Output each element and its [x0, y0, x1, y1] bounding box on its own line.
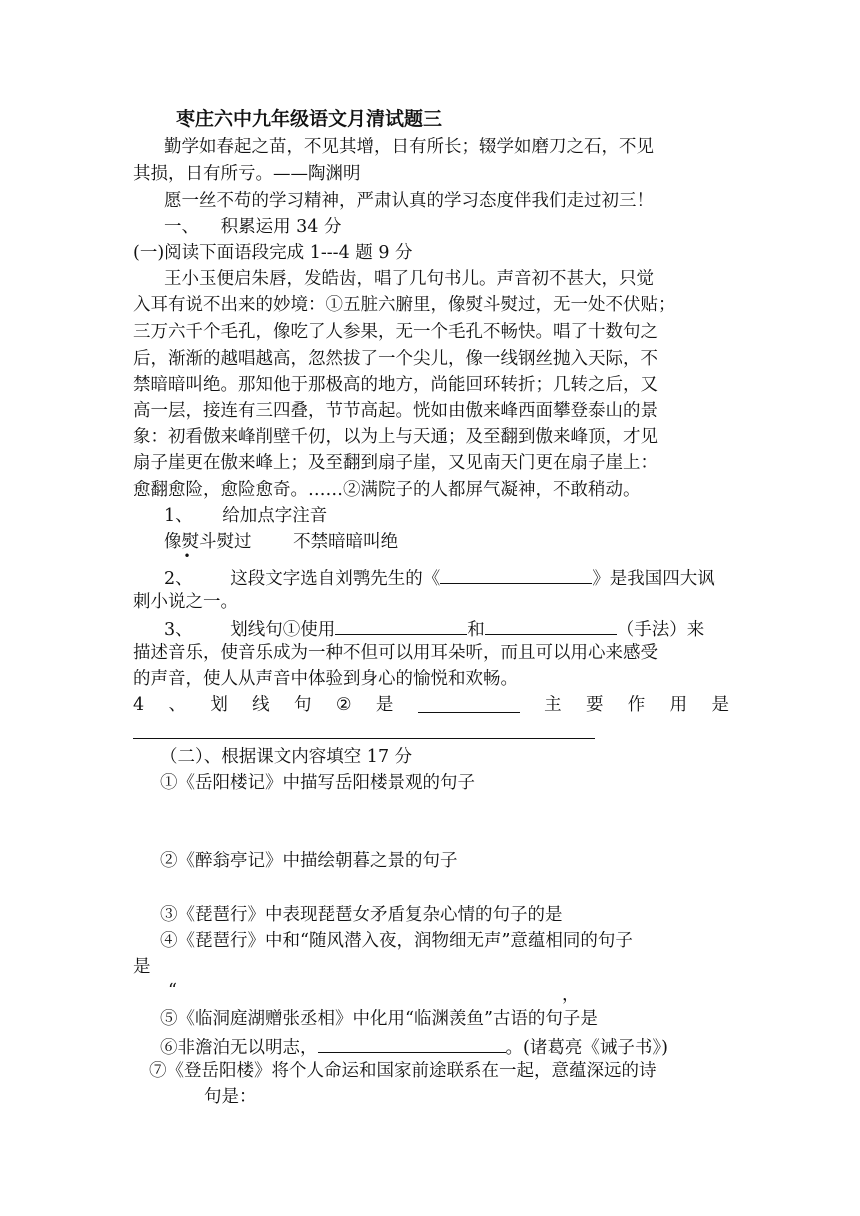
- fill-item-7-cont: 句是：: [204, 1087, 257, 1107]
- question-3-cont: 的声音，使人从声音中体验到身心的愉悦和欢畅。: [133, 669, 518, 689]
- passage-line: 愈翻愈险，愈险愈奇。……②满院子的人都屏气凝神，不敢稍动。: [133, 480, 641, 500]
- quote-line-1: 勤学如春起之苗，不见其增，日有所长；辍学如磨刀之石，不见: [164, 137, 654, 157]
- question-3-cont: 描述音乐，使音乐成为一种不但可以用耳朵听，而且可以用心来感受: [133, 643, 658, 663]
- answer-blank[interactable]: [440, 565, 592, 584]
- q4-char: 要: [585, 695, 604, 715]
- fill-item-2: ②《醉翁亭记》中描绘朝暮之景的句子: [160, 851, 458, 871]
- page-title: 枣庄六中九年级语文月清试题三: [176, 108, 443, 130]
- passage-line: 禁暗暗叫绝。那知他于那极高的地方，尚能回环转折；几转之后，又: [133, 375, 658, 395]
- passage-line: 王小玉便启朱唇，发皓齿，唱了几句书儿。声音初不甚大，只觉: [164, 269, 654, 289]
- motto: 愿一丝不苟的学习精神，严肃认真的学习态度伴我们走过初三！: [164, 191, 654, 211]
- word-2: 不禁暗暗叫绝: [293, 532, 399, 552]
- passage-line: 后，渐渐的越唱越高，忽然拔了一个尖儿，像一线钢丝抛入天际，不: [133, 349, 658, 369]
- question-text-tail: （手法）来: [616, 620, 705, 640]
- question-3: [164, 616, 704, 641]
- fill-item-6-source: 。(诸葛亮《诫子书》): [505, 1038, 668, 1058]
- fill-item-6: [160, 1034, 668, 1059]
- q4-char: 4: [133, 695, 145, 715]
- part-two-heading: （二）、根据课文内容填空 17 分: [160, 747, 413, 767]
- fill-item-5: ⑤《临洞庭湖赠张丞相》中化用“临渊羡鱼”古语的句子是: [160, 1009, 598, 1029]
- answer-blank[interactable]: [318, 1034, 506, 1053]
- dotted-char: 熨 •: [181, 532, 199, 563]
- comma-mark: ，: [562, 985, 580, 1005]
- question-number: 2、: [164, 569, 193, 589]
- question-text: 给加点字注音: [222, 506, 328, 526]
- fill-item-4-cont: 是: [133, 957, 151, 977]
- q4-char: 句: [294, 695, 312, 715]
- open-quote: “: [168, 981, 177, 1001]
- question-1-words: [164, 531, 399, 563]
- answer-blank[interactable]: [335, 616, 467, 635]
- passage-line: 高一层，接连有三四叠，节节高起。恍如由傲来峰西面攀登泰山的景: [133, 401, 658, 421]
- fill-item-3: ③《琵琶行》中表现琵琶女矛盾复杂心情的句子的是: [160, 905, 563, 925]
- q4-char: 、: [168, 695, 186, 715]
- passage-line: 扇子崖更在傲来峰上；及至翻到扇子崖，又见南天门更在扇子崖上：: [133, 453, 658, 473]
- question-number: 1、: [164, 506, 193, 526]
- question-text-tail: 》是我国四大讽: [592, 569, 715, 589]
- word-1: 像熨 • 斗熨过: [164, 532, 252, 563]
- passage-line: 象：初看傲来峰削壁千仞，以为上与天通；及至翻到傲来峰顶，才见: [133, 427, 658, 447]
- quote-line-2: 其损，日有所亏。——陶渊明: [133, 164, 361, 184]
- section-heading: [164, 216, 341, 238]
- passage-line: 三万六千个毛孔，像吃了人参果，无一个毛孔不畅快。唱了十数句之: [133, 322, 658, 342]
- emphasis-dot-icon: •: [183, 549, 191, 563]
- fill-item-7: ⑦《登岳阳楼》将个人命运和国家前途联系在一起，意蕴深远的诗: [149, 1061, 657, 1081]
- q4-char: 用: [669, 695, 688, 715]
- q4-char: 作: [627, 695, 646, 715]
- fill-item-6-text: ⑥非澹泊无以明志，: [160, 1038, 318, 1058]
- question-2: [164, 565, 715, 590]
- section-title: 积累运用 34 分: [220, 217, 342, 237]
- question-text: 这段文字选自刘鹗先生的《: [230, 569, 441, 589]
- answer-blank[interactable]: [485, 616, 617, 635]
- q4-char: 主: [544, 695, 562, 715]
- q4-char: ②: [335, 695, 352, 715]
- q4-char: 是: [375, 695, 394, 715]
- answer-line[interactable]: [133, 738, 595, 739]
- answer-blank[interactable]: [418, 694, 520, 713]
- question-4: [133, 694, 729, 716]
- part-one-heading: (一)阅读下面语段完成 1---4 题 9 分: [133, 243, 413, 263]
- passage-line: 入耳有说不出来的妙境：①五脏六腑里，像熨斗熨过，无一处不伏贴；: [133, 295, 676, 315]
- question-text: 划线句①使用: [230, 620, 336, 640]
- q4-char: 是: [711, 695, 729, 715]
- section-number: 一、: [164, 217, 199, 237]
- fill-item-1: ①《岳阳楼记》中描写岳阳楼景观的句子: [160, 773, 475, 793]
- q4-char: 线: [252, 695, 270, 715]
- q4-char: 划: [210, 695, 228, 715]
- question-1: [164, 505, 327, 527]
- fill-item-4: ④《琵琶行》中和“随风潜入夜，润物细无声”意蕴相同的句子: [160, 931, 633, 951]
- question-number: 3、: [164, 620, 193, 640]
- question-2-cont: 刺小说之一。: [133, 592, 238, 612]
- question-text-mid: 和: [467, 620, 485, 640]
